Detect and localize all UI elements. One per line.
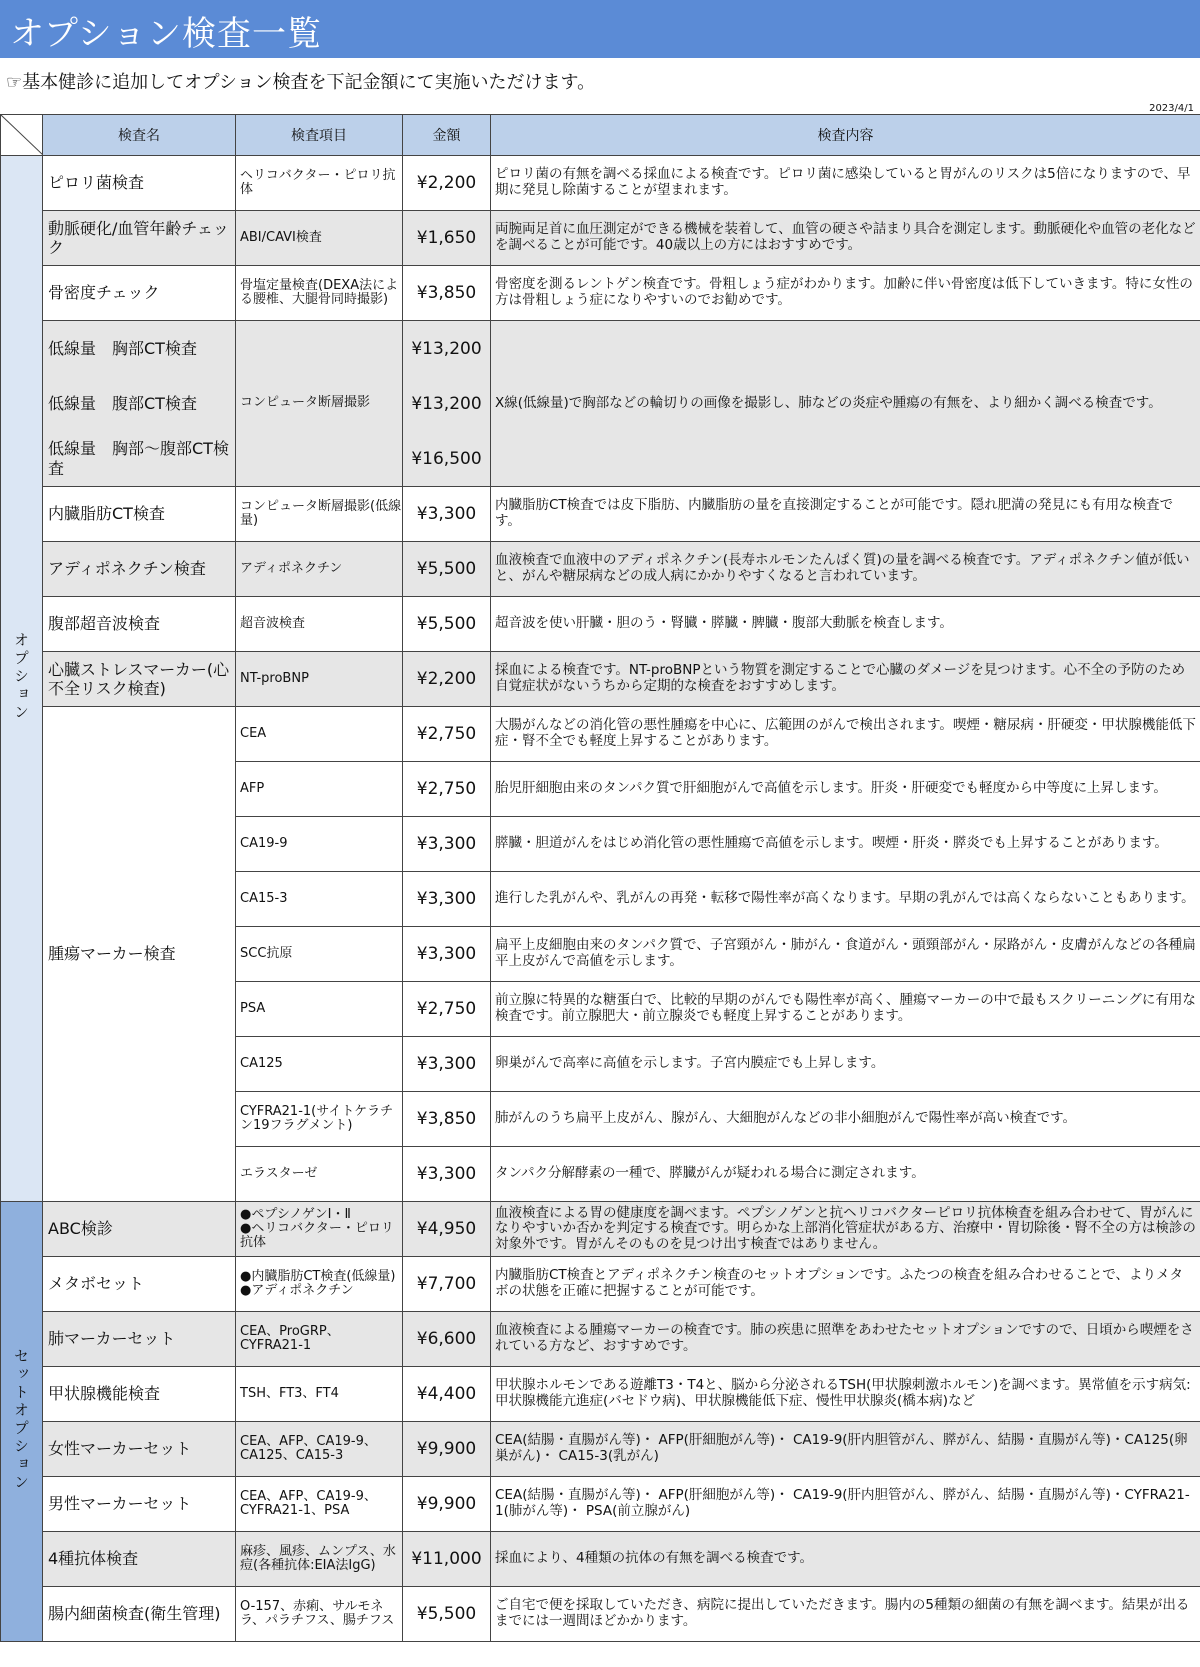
exam-item-cell: [236, 817, 403, 872]
exam-desc-cell: [491, 1477, 1200, 1532]
cell-text: メタボセット: [48, 1274, 145, 1294]
cell-text: X線(低線量)で胸部などの輪切りの画像を撮影し、肺などの炎症や腫瘍の有無を、より細かく調べる検査です。: [495, 394, 1162, 411]
cell-text: SCC抗原: [240, 945, 293, 961]
exam-price-cell: ¥2,200: [403, 652, 491, 707]
cell-text: 膵臓・胆道がんをはじめ消化管の悪性腫瘍で高値を示します。喫煙・肝炎・膵炎でも上昇することがあります。: [495, 835, 1168, 852]
exam-name: 低線量 胸部～腹部CT検査: [48, 439, 229, 478]
cell-text: 大腸がんなどの消化管の悪性腫瘍を中心に、広範囲のがんで検出されます。喫煙・糖尿病・肝硬変・甲状腺機能低下症・腎不全でも軽度上昇することがあります。: [495, 717, 1196, 749]
cell-text: CEA、AFP、CA19-9、CYFRA21-1、PSA: [240, 1488, 377, 1518]
cell-text: 骨密度チェック: [48, 283, 160, 303]
cell-text: 血液検査による胃の健康度を調べます。ペプシノゲンと抗ヘリコバクターピロリ抗体検査を組み合わせて、胃がんになりやすいか否かを判定する検査です。明らかな上部消化管症状がある方、治療中・胃切除後・腎不全の方は検診の対象外です。胃がんそのものを見つけ出す検査ではありません。: [495, 1204, 1196, 1252]
cell-text: ABC検診: [48, 1219, 113, 1239]
cell-text: 血液検査で血液中のアディポネクチン(長寿ホルモンたんぱく質)の量を調べる検査です。アディポネクチン値が低いと、がんや糖尿病などの成人病にかかりやすくなると言われています。: [495, 552, 1190, 584]
cell-text: アディポネクチン検査: [48, 559, 206, 579]
exam-name-cell: [43, 266, 236, 321]
exam-desc-cell: [491, 1367, 1200, 1422]
exam-item-cell: [236, 1422, 403, 1477]
cell-text: 動脈硬化/血管年齢チェック: [48, 218, 229, 257]
cell-text: 甲状腺機能検査: [48, 1384, 161, 1404]
table-row: [1, 652, 1200, 707]
cell-text: コンピュータ断層撮影(低線量): [240, 498, 402, 528]
cell-text: 内臓脂肪CT検査では皮下脂肪、内臓脂肪の量を直接測定することが可能です。隠れ肥満の発見にも有用な検査です。: [495, 497, 1174, 529]
exam-name-cell: 腫瘍マーカー検査: [43, 707, 236, 1202]
table-row: [1, 156, 1200, 211]
cell-text: 採血により、4種類の抗体の有無を調べる検査です。: [495, 1550, 814, 1567]
exam-price-cell: ¥7,700: [403, 1257, 491, 1312]
intro-text: ☞基本健診に追加してオプション検査を下記金額にて実施いただけます。: [6, 72, 596, 93]
cell-text: ピロリ菌検査: [48, 173, 145, 193]
cell-text: 扁平上皮細胞由来のタンパク質で、子宮頸がん・肺がん・食道がん・頭頸部がん・尿路がん・皮膚がんなどの各種扁平上皮がんで高値を示します。: [495, 937, 1196, 969]
cell-text: 心臓ストレスマーカー(心不全リスク検査): [48, 659, 230, 698]
cell-text: エラスターゼ: [240, 1165, 318, 1181]
cell-text: PSA: [240, 1000, 266, 1016]
exam-name-cell: [43, 1532, 236, 1587]
table-row: [1, 1257, 1200, 1312]
category-cell: [1, 156, 43, 1202]
cell-text: 超音波を使い肝臓・胆のう・腎臓・膵臓・脾臓・腹部大動脈を検査します。: [495, 615, 953, 632]
exam-price-cell: ¥2,200: [403, 156, 491, 211]
page-title: オプション検査一覧: [10, 14, 322, 54]
exam-price-cell: ¥5,500: [403, 542, 491, 597]
cell-text: 採血による検査です。NT-proBNPという物質を測定することで心臓のダメージを見つけます。心不全の予防のため自覚症状がないうちから定期的な検査をおすすめします。: [495, 662, 1186, 694]
cell-text: 男性マーカーセット: [48, 1494, 192, 1514]
exam-desc-cell: [491, 1037, 1200, 1092]
exam-name-cell: [43, 597, 236, 652]
header-price: 金額: [403, 115, 491, 156]
category-label: セットオプション: [12, 1347, 30, 1492]
exam-desc-cell: [491, 872, 1200, 927]
cell-text: アディポネクチン: [240, 560, 343, 576]
cell-text: ピロリ菌の有無を調べる採血による検査です。ピロリ菌に感染していると胃がんのリスクは5倍になりますので、早期に発見し除菌することが望まれます。: [495, 166, 1191, 198]
exam-price-cell: ¥3,850: [403, 266, 491, 321]
exam-name-cell: [43, 1422, 236, 1477]
exam-name-cell: [43, 211, 236, 266]
table-row: [1, 1477, 1200, 1532]
exam-item-cell: [236, 597, 403, 652]
cell-text: O-157、赤痢、サルモネラ、パラチフス、腸チフス: [240, 1598, 395, 1628]
exam-price-cell: ¥9,900: [403, 1477, 491, 1532]
exam-price-cell: ¥2,750: [403, 762, 491, 817]
cell-text: CA19-9: [240, 835, 288, 851]
exam-price-cell: ¥3,300: [403, 817, 491, 872]
cell-text: CEA(結腸・直腸がん等)・ AFP(肝細胞がん等)・ CA19-9(肝内胆管がん、膵がん、結腸・直腸がん等)・CA125(卵巣がん)・ CA15-3(乳がん): [495, 1432, 1188, 1464]
exam-name-cell: [43, 156, 236, 211]
cell-text: コンピュータ断層撮影: [240, 395, 371, 411]
cell-text: CA125: [240, 1055, 283, 1071]
cell-text: 前立腺に特異的な糖蛋白で、比較的早期のがんでも陽性率が高く、腫瘍マーカーの中で最もスクリーニングに有用な検査です。前立腺肥大・前立腺炎でも軽度上昇することがあります。: [495, 992, 1196, 1024]
table-body: [1, 156, 1200, 1642]
table-row: [1, 597, 1200, 652]
table-row: [1, 1367, 1200, 1422]
cell-text: CEA(結腸・直腸がん等)・ AFP(肝細胞がん等)・ CA19-9(肝内胆管がん、膵がん、結腸・直腸がん等)・CYFRA21-1(肺がん等)・ PSA(前立腺がん): [495, 1487, 1190, 1519]
table-row: [1, 1532, 1200, 1587]
exam-item-cell: [236, 1257, 403, 1312]
exam-item-cell: [236, 982, 403, 1037]
exam-price: ¥13,200: [411, 338, 482, 359]
exam-item-cell: [236, 321, 403, 487]
exam-name: 低線量 胸部CT検査: [48, 338, 197, 358]
exam-price-cell: ¥11,000: [403, 1532, 491, 1587]
cell-text: CA15-3: [240, 890, 288, 906]
exam-item-cell: [236, 1202, 403, 1257]
cell-text: 骨塩定量検査(DEXA法による腰椎、大腿骨同時撮影): [240, 277, 399, 307]
exam-item-cell: [236, 542, 403, 597]
exam-price-cell: [403, 321, 491, 487]
exam-desc-cell: [491, 1312, 1200, 1367]
exam-desc-cell: [491, 211, 1200, 266]
header-desc: 検査内容: [491, 115, 1200, 156]
table-row: [1, 1312, 1200, 1367]
exam-item-cell: [236, 1037, 403, 1092]
exam-desc-cell: [491, 1202, 1200, 1257]
exam-price-cell: ¥2,750: [403, 982, 491, 1037]
exam-item-cell: [236, 1532, 403, 1587]
exam-item-cell: [236, 1312, 403, 1367]
exam-price-cell: ¥6,600: [403, 1312, 491, 1367]
exam-desc-cell: [491, 1257, 1200, 1312]
cell-text: 肺マーカーセット: [48, 1329, 176, 1349]
exam-desc-cell: [491, 321, 1200, 487]
corner-cell: [1, 115, 43, 156]
exam-desc-cell: [491, 487, 1200, 542]
exam-name-cell: [43, 542, 236, 597]
cell-text: 胎児肝細胞由来のタンパク質で肝細胞がんで高値を示します。肝炎・肝硬変でも軽度から中等度に上昇します。: [495, 780, 1167, 797]
exam-name-cell: [43, 487, 236, 542]
exam-desc-cell: [491, 542, 1200, 597]
date-label: 2023/4/1: [1149, 103, 1194, 114]
exam-desc-cell: [491, 652, 1200, 707]
exam-price-cell: ¥4,400: [403, 1367, 491, 1422]
exam-desc-cell: [491, 1532, 1200, 1587]
category-cell: [1, 1202, 43, 1642]
exam-price-cell: ¥5,500: [403, 597, 491, 652]
cell-text: NT-proBNP: [240, 670, 309, 686]
cell-text: CEA、ProGRP、CYFRA21-1: [240, 1323, 340, 1353]
table-row: [1, 1202, 1200, 1257]
exam-item-cell: [236, 1147, 403, 1202]
exam-price-cell: ¥1,650: [403, 211, 491, 266]
exam-desc-cell: [491, 597, 1200, 652]
exam-desc-cell: [491, 1422, 1200, 1477]
exam-desc-cell: [491, 156, 1200, 211]
exam-desc-cell: [491, 1587, 1200, 1642]
table-row: [1, 1422, 1200, 1477]
exam-item-cell: [236, 1587, 403, 1642]
exam-price: ¥16,500: [411, 448, 482, 469]
table-row: [1, 487, 1200, 542]
exam-price-cell: ¥3,300: [403, 927, 491, 982]
exam-price-cell: ¥3,300: [403, 872, 491, 927]
exam-item-cell: [236, 707, 403, 762]
header-item: 検査項目: [236, 115, 403, 156]
exam-price-cell: ¥3,300: [403, 487, 491, 542]
cell-text: 腸内細菌検査(衛生管理): [48, 1604, 221, 1624]
exam-item-cell: [236, 156, 403, 211]
exam-name-cell: [43, 1587, 236, 1642]
exam-name-cell: [43, 1202, 236, 1257]
exam-item-cell: [236, 1477, 403, 1532]
exam-price-cell: ¥3,850: [403, 1092, 491, 1147]
cell-text: 血液検査による腫瘍マーカーの検査です。肺の疾患に照準をあわせたセットオプションですので、日頃から喫煙をされている方など、おすすめです。: [495, 1322, 1194, 1354]
exam-desc-cell: [491, 762, 1200, 817]
cell-text: 両腕両足首に血圧測定ができる機械を装着して、血管の硬さや詰まり具合を測定します。動脈硬化や血管の老化などを調べることが可能です。40歳以上の方にはおすすめです。: [495, 221, 1196, 253]
category-label: オプション: [12, 631, 30, 722]
exam-item-cell: [236, 762, 403, 817]
exam-name: 低線量 腹部CT検査: [48, 393, 197, 413]
cell-text: 甲状腺ホルモンである遊離T3・T4と、脳から分泌されるTSH(甲状腺刺激ホルモン)を調べます。異常値を示す病気:甲状腺機能亢進症(バセドウ病)、甲状腺機能低下症、慢性甲状腺炎(橋本病)など: [495, 1377, 1191, 1409]
cell-text: 腹部超音波検査: [48, 614, 161, 634]
cell-text: 内臓脂肪CT検査: [48, 504, 165, 524]
exam-name-cell: [43, 1257, 236, 1312]
exam-price-cell: ¥3,300: [403, 1037, 491, 1092]
exam-name-cell: [43, 321, 236, 487]
cell-text: TSH、FT3、FT4: [240, 1385, 339, 1401]
cell-text: ●内臓脂肪CT検査(低線量) ●アディポネクチン: [240, 1268, 396, 1298]
cell-text: ご自宅で便を採取していただき、病院に提出していただきます。腸内の5種類の細菌の有無を調べます。結果が出るまでには一週間ほどかかります。: [495, 1597, 1190, 1629]
table-row: [1, 707, 1200, 762]
exam-item-cell: [236, 652, 403, 707]
cell-text: 内臓脂肪CT検査とアディポネクチン検査のセットオプションです。ふたつの検査を組み合わせることで、よりメタボの状態を正確に把握することが可能です。: [495, 1267, 1183, 1299]
exam-desc-cell: [491, 266, 1200, 321]
exam-item-cell: [236, 211, 403, 266]
exam-item-cell: [236, 1367, 403, 1422]
exam-desc-cell: [491, 707, 1200, 762]
cell-text: 女性マーカーセット: [48, 1439, 192, 1459]
cell-text: 卵巣がんで高率に高値を示します。子宮内膜症でも上昇します。: [495, 1055, 885, 1072]
cell-text: 進行した乳がんや、乳がんの再発・転移で陽性率が高くなります。早期の乳がんでは高くならないこともあります。: [495, 890, 1195, 907]
header-name: 検査名: [43, 115, 236, 156]
table-row: [1, 1587, 1200, 1642]
cell-text: AFP: [240, 780, 265, 796]
exam-name-cell: [43, 1477, 236, 1532]
exam-price-cell: ¥2,750: [403, 707, 491, 762]
cell-text: ABI/CAVI検査: [240, 229, 322, 245]
title-bar: [0, 0, 1200, 58]
cell-text: CYFRA21-1(サイトケラチン19フラグメント): [240, 1103, 394, 1133]
table-row: [1, 266, 1200, 321]
exam-item-cell: [236, 1092, 403, 1147]
cell-text: CEA、AFP、CA19-9、CA125、CA15-3: [240, 1433, 377, 1463]
exam-desc-cell: [491, 1147, 1200, 1202]
cell-text: ●ペプシノゲンⅠ・Ⅱ ●ヘリコバクター・ピロリ抗体: [240, 1206, 394, 1251]
cell-text: CEA: [240, 725, 267, 741]
option-table: [0, 114, 1200, 1642]
diagonal-line: [1, 115, 43, 155]
cell-text: 超音波検査: [240, 615, 306, 631]
exam-price-cell: ¥4,950: [403, 1202, 491, 1257]
exam-price-cell: ¥9,900: [403, 1422, 491, 1477]
exam-name-cell: [43, 1367, 236, 1422]
table-row: [1, 211, 1200, 266]
exam-desc-cell: [491, 982, 1200, 1037]
exam-desc-cell: [491, 817, 1200, 872]
exam-name-cell: [43, 652, 236, 707]
cell-text: タンパク分解酵素の一種で、膵臓がんが疑われる場合に測定されます。: [495, 1165, 925, 1182]
exam-desc-cell: [491, 1092, 1200, 1147]
cell-text: ヘリコバクター・ピロリ抗体: [240, 167, 396, 197]
cell-text: 骨密度を測るレントゲン検査です。骨粗しょう症がわかります。加齢に伴い骨密度は低下していきます。特に女性の方は骨粗しょう症になりやすいのでお勧めです。: [495, 276, 1193, 308]
exam-item-cell: [236, 872, 403, 927]
exam-price-cell: ¥3,300: [403, 1147, 491, 1202]
cell-text: 麻疹、風疹、ムンプス、水痘(各種抗体:EIA法IgG): [240, 1543, 396, 1573]
table-row: [1, 321, 1200, 487]
exam-item-cell: [236, 927, 403, 982]
cell-text: 4種抗体検査: [48, 1549, 139, 1569]
exam-item-cell: [236, 487, 403, 542]
exam-price-cell: ¥5,500: [403, 1587, 491, 1642]
cell-text: 肺がんのうち扁平上皮がん、腺がん、大細胞がんなどの非小細胞がんで陽性率が高い検査です。: [495, 1110, 1077, 1127]
exam-desc-cell: [491, 927, 1200, 982]
table-row: [1, 542, 1200, 597]
exam-item-cell: [236, 266, 403, 321]
exam-price: ¥13,200: [411, 393, 482, 414]
exam-name-cell: [43, 1312, 236, 1367]
